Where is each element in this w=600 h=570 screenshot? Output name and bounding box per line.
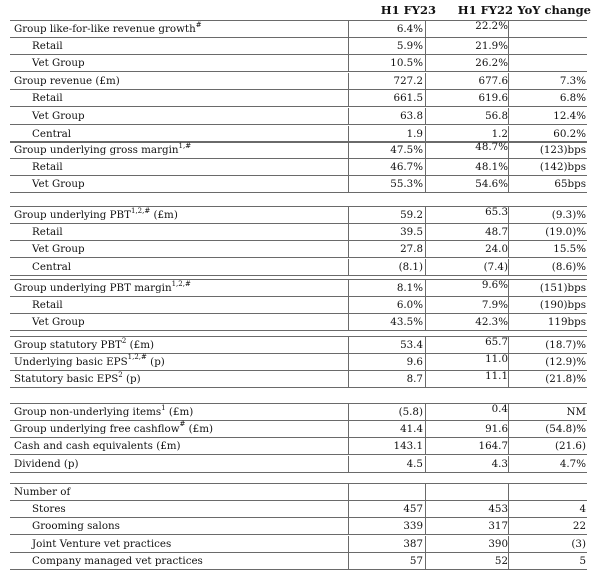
row-label-text: Central xyxy=(32,260,72,273)
column-divider xyxy=(348,536,349,553)
value-yoy-change: (190)bps xyxy=(539,298,586,311)
table-row xyxy=(10,536,587,553)
row-label xyxy=(14,438,181,454)
column-divider xyxy=(348,456,349,473)
value-h1-fy23: 41.4 xyxy=(400,422,423,435)
column-divider xyxy=(425,314,426,331)
footnote-marker: 1,2,# xyxy=(171,279,191,288)
value-h1-fy22: 42.3% xyxy=(475,316,508,329)
column-divider xyxy=(425,73,426,90)
value-h1-fy22: 52 xyxy=(494,555,508,568)
row-label-text: Underlying basic EPS xyxy=(14,355,128,368)
value-h1-fy22: 48.7% xyxy=(475,141,508,153)
column-divider xyxy=(425,456,426,473)
table-row xyxy=(10,483,587,501)
column-divider xyxy=(508,438,509,455)
column-divider xyxy=(425,371,426,388)
footnote-marker: 2 xyxy=(121,336,127,345)
row-label xyxy=(32,259,71,275)
value-h1-fy22: 317 xyxy=(488,520,508,533)
row-label-text: Stores xyxy=(32,502,66,515)
value-yoy-change: 15.5% xyxy=(553,243,586,256)
row-label-text: Group revenue (£m) xyxy=(14,74,120,87)
row-label xyxy=(14,280,191,296)
value-yoy-change: (21.8)% xyxy=(545,373,586,386)
column-divider xyxy=(425,354,426,371)
footnote-marker: # xyxy=(195,20,202,29)
column-divider xyxy=(508,108,509,125)
row-label-text: Group like-for-like revenue growth xyxy=(14,23,196,35)
row-label-text: Vet Group xyxy=(32,243,85,256)
column-divider xyxy=(348,518,349,535)
footnote-marker: # xyxy=(179,420,186,429)
column-divider xyxy=(508,21,509,38)
column-divider xyxy=(508,176,509,193)
value-yoy-change: NM xyxy=(566,406,586,418)
value-yoy-change: (18.7)% xyxy=(545,339,586,351)
row-label xyxy=(14,73,120,89)
table-row xyxy=(10,314,587,331)
row-label xyxy=(14,207,178,223)
row-label xyxy=(14,142,191,158)
row-label xyxy=(32,159,63,175)
column-divider xyxy=(425,518,426,535)
row-label xyxy=(32,38,63,54)
column-divider xyxy=(508,501,509,518)
value-h1-fy23: 339 xyxy=(403,520,423,533)
column-divider xyxy=(508,553,509,570)
table-row xyxy=(10,159,587,176)
row-label xyxy=(32,108,85,124)
value-yoy-change: (9.3)% xyxy=(551,209,586,221)
row-label xyxy=(32,314,85,330)
header-yoy-change: YoY change xyxy=(517,3,591,17)
value-h1-fy23: 47.5% xyxy=(390,144,423,156)
footnote-marker: 1,# xyxy=(178,141,192,150)
column-divider xyxy=(508,90,509,107)
value-h1-fy22: 390 xyxy=(488,537,508,550)
value-h1-fy22: 54.6% xyxy=(475,178,508,191)
value-h1-fy23: 59.2 xyxy=(400,209,423,221)
table-row xyxy=(10,224,587,241)
value-h1-fy23: 43.5% xyxy=(390,316,423,329)
column-divider xyxy=(425,55,426,72)
value-yoy-change: 5 xyxy=(579,555,586,568)
value-h1-fy22: 21.9% xyxy=(475,39,508,52)
row-label-text: Statutory basic EPS xyxy=(14,373,119,386)
table-row xyxy=(10,141,587,159)
column-divider xyxy=(425,224,426,241)
footnote-marker: 1 xyxy=(161,403,166,412)
value-yoy-change: (142)bps xyxy=(539,160,586,173)
column-divider xyxy=(348,159,349,176)
value-h1-fy22: 48.1% xyxy=(475,160,508,173)
column-divider xyxy=(348,314,349,331)
value-yoy-change: 6.8% xyxy=(559,92,586,105)
row-label-text: Company managed vet practices xyxy=(32,555,203,568)
value-h1-fy22: 164.7 xyxy=(478,440,508,453)
value-h1-fy23: 55.3% xyxy=(390,178,423,191)
value-h1-fy22: 453 xyxy=(488,502,508,515)
row-label-text: Retail xyxy=(32,92,63,105)
value-h1-fy22: 91.6 xyxy=(485,422,508,435)
column-divider xyxy=(425,438,426,455)
column-divider xyxy=(425,536,426,553)
value-h1-fy23: 27.8 xyxy=(400,243,423,256)
value-h1-fy23: 387 xyxy=(403,537,423,550)
table-row xyxy=(10,421,587,438)
value-h1-fy23: 6.4% xyxy=(396,23,423,35)
row-label xyxy=(32,241,85,257)
value-yoy-change: (21.6) xyxy=(555,440,586,453)
column-divider xyxy=(348,108,349,125)
column-divider xyxy=(508,421,509,438)
value-h1-fy22: 11.1 xyxy=(485,370,508,383)
value-h1-fy23: 661.5 xyxy=(393,92,423,105)
table-row xyxy=(10,108,587,125)
column-divider xyxy=(508,159,509,176)
row-label-text: Retail xyxy=(32,39,63,52)
row-label-text: Group underlying free cashflow xyxy=(14,422,180,435)
column-divider xyxy=(508,55,509,72)
footnote-marker: 1,2,# xyxy=(127,353,147,362)
row-label-text: Retail xyxy=(32,225,63,238)
row-label-text: Number of xyxy=(14,486,71,498)
row-label-text: Group non-underlying items xyxy=(14,406,162,418)
column-divider xyxy=(508,456,509,473)
row-label-text: Retail xyxy=(32,160,63,173)
value-h1-fy22: 11.0 xyxy=(485,352,508,365)
column-divider xyxy=(348,553,349,570)
table-row xyxy=(10,279,587,297)
column-divider xyxy=(425,21,426,38)
column-divider xyxy=(425,38,426,55)
column-divider xyxy=(348,337,349,354)
row-label xyxy=(14,354,165,370)
column-divider xyxy=(508,354,509,371)
table-row xyxy=(10,55,587,72)
row-label xyxy=(32,90,63,106)
column-divider xyxy=(348,371,349,388)
value-h1-fy22: 65.3 xyxy=(485,206,508,218)
value-yoy-change: 22 xyxy=(572,520,586,533)
column-divider xyxy=(425,90,426,107)
column-divider xyxy=(348,176,349,193)
value-yoy-change: (54.8)% xyxy=(545,422,586,435)
row-label-text: Vet Group xyxy=(32,110,85,122)
value-yoy-change: 60.2% xyxy=(553,127,586,140)
value-h1-fy23: 39.5 xyxy=(400,225,423,238)
value-h1-fy23: 4.5 xyxy=(406,457,423,470)
row-label-text: Grooming salons xyxy=(32,520,120,533)
value-yoy-change: (123)bps xyxy=(539,144,586,156)
value-yoy-change: (19.0)% xyxy=(545,225,586,238)
value-h1-fy22: 0.4 xyxy=(491,403,508,415)
row-label-text: Joint Venture vet practices xyxy=(32,537,172,550)
value-h1-fy23: 9.6 xyxy=(406,355,423,368)
column-divider xyxy=(508,224,509,241)
row-label-text: Cash and cash equivalents (£m) xyxy=(14,440,181,453)
column-divider xyxy=(425,207,426,224)
column-divider xyxy=(508,297,509,314)
column-divider xyxy=(348,38,349,55)
column-divider xyxy=(348,55,349,72)
column-divider xyxy=(425,553,426,570)
value-h1-fy23: 143.1 xyxy=(393,440,423,453)
table-row xyxy=(10,38,587,55)
row-label xyxy=(14,456,78,472)
value-h1-fy22: 1.2 xyxy=(491,127,508,140)
value-h1-fy23: 63.8 xyxy=(400,110,423,122)
column-divider xyxy=(348,484,349,501)
column-divider xyxy=(508,518,509,535)
column-divider xyxy=(348,73,349,90)
value-h1-fy23: 46.7% xyxy=(390,160,423,173)
column-divider xyxy=(425,142,426,159)
value-h1-fy23: 10.5% xyxy=(390,57,423,70)
column-divider xyxy=(425,159,426,176)
value-h1-fy23: (8.1) xyxy=(398,260,423,273)
column-divider xyxy=(425,484,426,501)
row-label-text: Group underlying PBT margin xyxy=(14,282,172,294)
value-h1-fy23: 727.2 xyxy=(393,74,423,87)
row-label-text: Group underlying PBT xyxy=(14,209,131,221)
footnote-marker: 2 xyxy=(118,370,123,379)
table-row xyxy=(10,259,587,276)
value-h1-fy22: 677.6 xyxy=(478,74,508,87)
column-divider xyxy=(508,371,509,388)
table-row xyxy=(10,241,587,258)
column-divider xyxy=(348,297,349,314)
row-label-text: Vet Group xyxy=(32,178,85,191)
column-divider xyxy=(508,207,509,224)
table-row xyxy=(10,501,587,518)
row-label xyxy=(14,421,213,437)
value-yoy-change: (8.6)% xyxy=(551,260,586,273)
column-divider xyxy=(348,241,349,258)
value-yoy-change: 12.4% xyxy=(553,110,586,122)
value-h1-fy22: 65.7 xyxy=(485,336,508,348)
unit-label: (£m) xyxy=(126,339,154,351)
column-divider xyxy=(348,501,349,518)
column-divider xyxy=(508,314,509,331)
value-h1-fy23: (5.8) xyxy=(398,406,423,418)
column-divider xyxy=(348,438,349,455)
unit-label: (£m) xyxy=(185,422,214,435)
column-divider xyxy=(508,536,509,553)
column-divider xyxy=(425,404,426,421)
row-label xyxy=(14,484,70,500)
value-yoy-change: 7.3% xyxy=(559,74,586,87)
value-yoy-change: 4 xyxy=(579,502,586,515)
column-divider xyxy=(348,259,349,276)
value-h1-fy23: 8.7 xyxy=(406,373,423,386)
row-label xyxy=(32,126,71,142)
column-divider xyxy=(425,421,426,438)
column-divider xyxy=(508,404,509,421)
value-h1-fy23: 1.9 xyxy=(406,127,423,140)
row-label xyxy=(32,224,63,240)
column-divider xyxy=(508,259,509,276)
value-yoy-change: (3) xyxy=(571,537,586,550)
unit-label: (£m) xyxy=(150,209,178,221)
value-h1-fy23: 53.4 xyxy=(400,339,423,351)
row-label xyxy=(32,297,63,313)
row-label xyxy=(14,404,193,420)
unit-label: (p) xyxy=(146,355,165,368)
column-divider xyxy=(425,176,426,193)
column-divider xyxy=(508,484,509,501)
table-row xyxy=(10,297,587,314)
row-label xyxy=(32,518,120,534)
column-divider xyxy=(508,280,509,297)
value-h1-fy23: 57 xyxy=(409,555,423,568)
column-divider xyxy=(425,241,426,258)
value-yoy-change: 65bps xyxy=(554,178,586,191)
row-label xyxy=(14,21,202,37)
column-divider xyxy=(348,224,349,241)
table-row xyxy=(10,518,587,535)
table-row xyxy=(10,553,587,570)
column-divider xyxy=(348,354,349,371)
row-label-text: Central xyxy=(32,127,72,140)
row-label xyxy=(14,371,141,387)
value-h1-fy22: 26.2% xyxy=(475,57,508,70)
table-row xyxy=(10,73,587,90)
table-row xyxy=(10,90,587,107)
column-divider xyxy=(425,108,426,125)
row-label-text: Group underlying gross margin xyxy=(14,144,179,156)
column-divider xyxy=(508,337,509,354)
value-yoy-change: 4.7% xyxy=(559,457,586,470)
table-row xyxy=(10,403,587,421)
value-h1-fy23: 5.9% xyxy=(396,39,423,52)
column-divider xyxy=(508,73,509,90)
value-h1-fy22: 24.0 xyxy=(485,243,508,256)
column-divider xyxy=(425,259,426,276)
row-label-text: Group statutory PBT xyxy=(14,339,122,351)
row-label xyxy=(32,501,66,517)
table-row xyxy=(10,206,587,224)
value-h1-fy22: 619.6 xyxy=(478,92,508,105)
row-label xyxy=(32,176,85,192)
footnote-marker: 1,2,# xyxy=(130,206,151,215)
row-label-text: Vet Group xyxy=(32,316,85,329)
column-divider xyxy=(425,337,426,354)
column-divider xyxy=(348,280,349,297)
row-label-text: Retail xyxy=(32,298,63,311)
row-label-text: Dividend (p) xyxy=(14,457,79,470)
column-divider xyxy=(348,90,349,107)
value-yoy-change: (151)bps xyxy=(539,282,586,294)
value-h1-fy22: 9.6% xyxy=(481,279,508,291)
value-h1-fy22: 56.8 xyxy=(485,110,508,122)
header-h1-fy22: H1 FY22 xyxy=(457,3,513,17)
column-divider xyxy=(425,297,426,314)
value-h1-fy23: 6.0% xyxy=(396,298,423,311)
value-h1-fy22: (7.4) xyxy=(483,260,508,273)
table-row xyxy=(10,20,587,38)
value-h1-fy23: 8.1% xyxy=(396,282,423,294)
value-h1-fy22: 48.7 xyxy=(485,225,508,238)
table-row xyxy=(10,371,587,388)
column-divider xyxy=(348,207,349,224)
column-divider xyxy=(348,21,349,38)
column-divider xyxy=(508,38,509,55)
value-h1-fy22: 4.3 xyxy=(491,457,508,470)
column-divider xyxy=(348,142,349,159)
column-divider xyxy=(425,501,426,518)
unit-label: (£m) xyxy=(165,406,194,418)
table-row xyxy=(10,456,587,473)
row-label xyxy=(32,553,203,569)
value-yoy-change: 119bps xyxy=(547,316,586,329)
column-divider xyxy=(348,421,349,438)
value-h1-fy23: 457 xyxy=(403,502,423,515)
column-divider xyxy=(348,404,349,421)
column-divider xyxy=(508,142,509,159)
value-yoy-change: (12.9)% xyxy=(545,355,586,368)
value-h1-fy22: 22.2% xyxy=(475,20,508,32)
row-label xyxy=(32,536,171,552)
column-divider xyxy=(508,241,509,258)
value-h1-fy22: 7.9% xyxy=(481,298,508,311)
table-row xyxy=(10,438,587,455)
column-divider xyxy=(425,280,426,297)
row-label-text: Vet Group xyxy=(32,57,85,70)
unit-label: (p) xyxy=(122,373,141,386)
row-label xyxy=(14,337,154,353)
header-h1-fy23: H1 FY23 xyxy=(380,3,436,17)
row-label xyxy=(32,55,85,71)
table-row xyxy=(10,176,587,193)
